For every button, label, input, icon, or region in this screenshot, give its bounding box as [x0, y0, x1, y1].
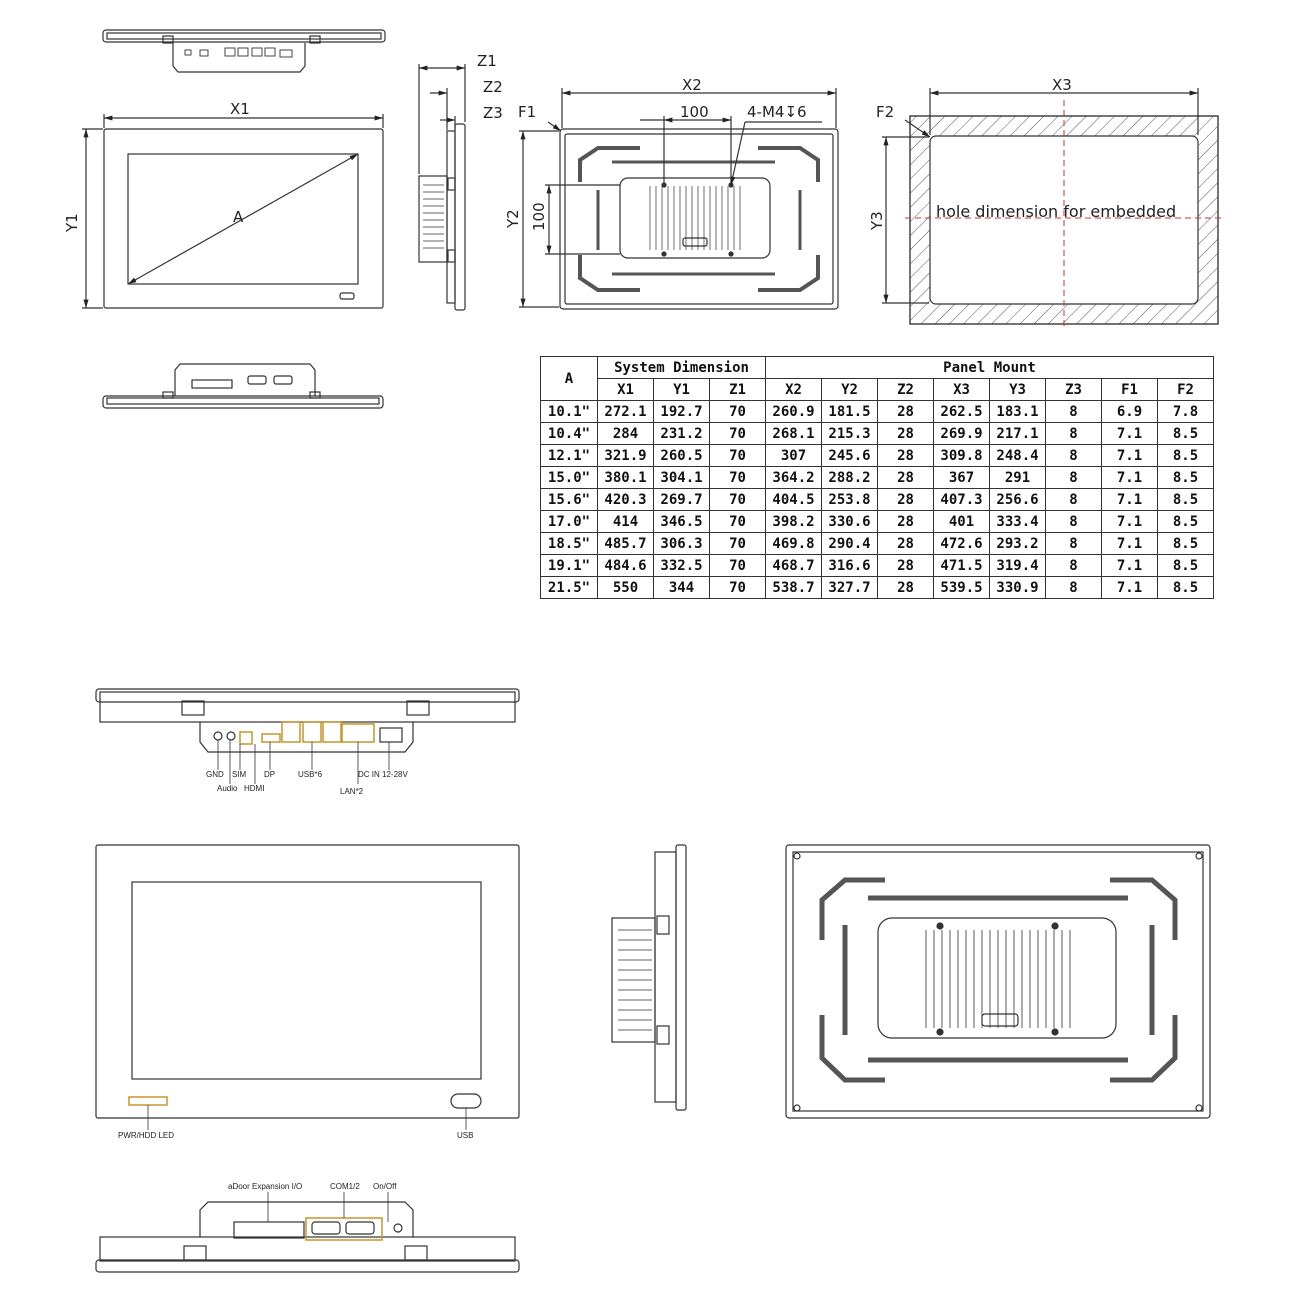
- rear-view-dimensioned: [519, 88, 838, 309]
- dimension-table: [540, 356, 1214, 599]
- table-row: [541, 467, 1214, 489]
- table-cell: 181.5: [822, 401, 878, 423]
- io-usb6: USB*6: [298, 770, 323, 779]
- dim-y1: Y1: [63, 213, 81, 232]
- io-com: COM1/2: [330, 1182, 360, 1191]
- table-cell: 8: [1046, 401, 1102, 423]
- table-cell: 333.4: [990, 511, 1046, 533]
- io-audio: Audio: [217, 784, 238, 793]
- table-cell: 28: [878, 511, 934, 533]
- table-cell: 293.2: [990, 533, 1046, 555]
- table-row: [541, 577, 1214, 599]
- table-row: [541, 423, 1214, 445]
- table-cell: 8: [1046, 511, 1102, 533]
- table-cell: 17.0": [541, 511, 598, 533]
- table-cell: 7.1: [1102, 467, 1158, 489]
- table-cell: 28: [878, 467, 934, 489]
- table-cell: 15.0": [541, 467, 598, 489]
- dim-f1: F1: [518, 103, 537, 121]
- table-cell: 380.1: [598, 467, 654, 489]
- dim-a: A: [233, 208, 244, 226]
- table-cell: 70: [710, 467, 766, 489]
- side-view-dimensioned: [419, 64, 465, 310]
- dim-x3: X3: [1052, 76, 1072, 94]
- table-cell: 7.1: [1102, 533, 1158, 555]
- table-cell: 262.5: [934, 401, 990, 423]
- table-column-header-cell: F2: [1158, 379, 1214, 401]
- table-row: [541, 489, 1214, 511]
- rear-view-large: [786, 845, 1210, 1118]
- table-cell: 291: [990, 467, 1046, 489]
- table-cell: 28: [878, 445, 934, 467]
- io-dcin: DC IN 12-28V: [358, 770, 408, 779]
- table-cell: 70: [710, 489, 766, 511]
- table-cell: 253.8: [822, 489, 878, 511]
- table-cell: 407.3: [934, 489, 990, 511]
- table-cell: 471.5: [934, 555, 990, 577]
- io-usb-front: USB: [457, 1131, 474, 1140]
- table-cell: 12.1": [541, 445, 598, 467]
- table-row: [541, 533, 1214, 555]
- table-cell: 272.1: [598, 401, 654, 423]
- table-column-header-cell: Y1: [654, 379, 710, 401]
- table-cell: 319.4: [990, 555, 1046, 577]
- table-cell: 215.3: [822, 423, 878, 445]
- table-row: [541, 401, 1214, 423]
- table-cell: 8.5: [1158, 489, 1214, 511]
- table-cell: 21.5": [541, 577, 598, 599]
- table-cell: 539.5: [934, 577, 990, 599]
- table-group-system: System Dimension: [598, 357, 766, 379]
- table-group-header: [541, 357, 1214, 379]
- table-cell: 414: [598, 511, 654, 533]
- table-cell: 10.4": [541, 423, 598, 445]
- table-cell: 550: [598, 577, 654, 599]
- io-dp: DP: [264, 770, 276, 779]
- table-cell: 70: [710, 511, 766, 533]
- table-cell: 183.1: [990, 401, 1046, 423]
- table-row: [541, 511, 1214, 533]
- table-cell: 260.5: [654, 445, 710, 467]
- bottom-view-small: [103, 364, 383, 408]
- table-cell: 8: [1046, 533, 1102, 555]
- table-cell: 8: [1046, 577, 1102, 599]
- table-cell: 28: [878, 489, 934, 511]
- table-cell: 15.6": [541, 489, 598, 511]
- hole-dimension-text: hole dimension for embedded: [936, 202, 1177, 221]
- table-row: [541, 555, 1214, 577]
- dim-hole-spacing-h: 100: [680, 103, 709, 121]
- dim-hole-spacing-v: 100: [530, 202, 548, 231]
- table-cell: 7.1: [1102, 555, 1158, 577]
- table-column-header-cell: X2: [766, 379, 822, 401]
- table-column-header-cell: Y3: [990, 379, 1046, 401]
- table-cell: 330.6: [822, 511, 878, 533]
- table-column-header-cell: F1: [1102, 379, 1158, 401]
- table-cell: 346.5: [654, 511, 710, 533]
- table-cell: 8.5: [1158, 445, 1214, 467]
- table-cell: 8: [1046, 555, 1102, 577]
- table-cell: 19.1": [541, 555, 598, 577]
- table-column-header-cell: Y2: [822, 379, 878, 401]
- table-cell: 327.7: [822, 577, 878, 599]
- table-cell: 284: [598, 423, 654, 445]
- dim-x2: X2: [682, 76, 702, 94]
- table-cell: 468.7: [766, 555, 822, 577]
- table-cell: 7.1: [1102, 423, 1158, 445]
- dim-z3: Z3: [483, 104, 503, 122]
- table-cell: 248.4: [990, 445, 1046, 467]
- table-column-header-cell: Z1: [710, 379, 766, 401]
- table-cell: 364.2: [766, 467, 822, 489]
- dim-z2: Z2: [483, 78, 503, 96]
- table-cell: 8.5: [1158, 577, 1214, 599]
- table-cell: 367: [934, 467, 990, 489]
- side-view-large: [612, 845, 686, 1110]
- table-cell: 485.7: [598, 533, 654, 555]
- table-cell: 8.5: [1158, 533, 1214, 555]
- io-lan2: LAN*2: [340, 787, 364, 796]
- table-cell: 538.7: [766, 577, 822, 599]
- table-cell: 7.8: [1158, 401, 1214, 423]
- table-cell: 269.9: [934, 423, 990, 445]
- table-cell: 28: [878, 555, 934, 577]
- table-cell: 260.9: [766, 401, 822, 423]
- table-column-header: [541, 379, 1214, 401]
- dim-y3: Y3: [868, 211, 886, 230]
- table-cell: 70: [710, 577, 766, 599]
- top-view-small: [103, 30, 385, 72]
- table-cell: 268.1: [766, 423, 822, 445]
- dim-y2: Y2: [504, 209, 522, 228]
- table-row: [541, 445, 1214, 467]
- io-onoff: On/Off: [373, 1182, 397, 1191]
- table-cell: 398.2: [766, 511, 822, 533]
- table-cell: 8.5: [1158, 511, 1214, 533]
- io-gnd: GND: [206, 770, 224, 779]
- table-cell: 70: [710, 533, 766, 555]
- dim-f2: F2: [876, 103, 895, 121]
- table-group-panel: Panel Mount: [766, 357, 1214, 379]
- table-cell: 70: [710, 423, 766, 445]
- table-cell: 231.2: [654, 423, 710, 445]
- table-cell: 256.6: [990, 489, 1046, 511]
- io-hdmi: HDMI: [244, 784, 265, 793]
- table-cell: 469.8: [766, 533, 822, 555]
- table-cell: 8.5: [1158, 555, 1214, 577]
- table-cell: 8.5: [1158, 467, 1214, 489]
- table-cell: 309.8: [934, 445, 990, 467]
- table-cell: 484.6: [598, 555, 654, 577]
- table-cell: 7.1: [1102, 489, 1158, 511]
- table-cell: 290.4: [822, 533, 878, 555]
- table-cell: 330.9: [990, 577, 1046, 599]
- dim-x1: X1: [230, 100, 250, 118]
- table-cell: 7.1: [1102, 445, 1158, 467]
- io-label-group: [118, 770, 473, 1191]
- table-cell: 28: [878, 401, 934, 423]
- table-cell: 321.9: [598, 445, 654, 467]
- table-column-header-cell: Z2: [878, 379, 934, 401]
- table-cell: 7.1: [1102, 577, 1158, 599]
- io-pwr-led: PWR/HDD LED: [118, 1131, 175, 1140]
- table-cell: 8: [1046, 467, 1102, 489]
- table-cell: 8: [1046, 489, 1102, 511]
- table-column-header-cell: Z3: [1046, 379, 1102, 401]
- table-header-a: A: [541, 357, 598, 401]
- table-column-header-cell: X3: [934, 379, 990, 401]
- table-cell: 28: [878, 533, 934, 555]
- table-cell: 472.6: [934, 533, 990, 555]
- table-cell: 307: [766, 445, 822, 467]
- table-cell: 401: [934, 511, 990, 533]
- table-cell: 8: [1046, 445, 1102, 467]
- table-cell: 6.9: [1102, 401, 1158, 423]
- table-cell: 344: [654, 577, 710, 599]
- table-cell: 70: [710, 401, 766, 423]
- front-view-large: [96, 845, 519, 1130]
- table-cell: 8: [1046, 423, 1102, 445]
- table-cell: 28: [878, 577, 934, 599]
- table-cell: 28: [878, 423, 934, 445]
- table-cell: 245.6: [822, 445, 878, 467]
- table-cell: 8.5: [1158, 423, 1214, 445]
- table-cell: 18.5": [541, 533, 598, 555]
- table-cell: 192.7: [654, 401, 710, 423]
- io-expansion: aDoor Expansion I/O: [228, 1182, 303, 1191]
- table-cell: 304.1: [654, 467, 710, 489]
- dim-screw-spec: 4-M4↧6: [747, 103, 807, 121]
- table-cell: 316.6: [822, 555, 878, 577]
- bottom-view-io: [96, 1192, 519, 1272]
- table-cell: 217.1: [990, 423, 1046, 445]
- table-cell: 7.1: [1102, 511, 1158, 533]
- table-cell: 404.5: [766, 489, 822, 511]
- table-cell: 420.3: [598, 489, 654, 511]
- table-cell: 70: [710, 445, 766, 467]
- table-cell: 10.1": [541, 401, 598, 423]
- table-cell: 306.3: [654, 533, 710, 555]
- table-column-header-cell: X1: [598, 379, 654, 401]
- dim-z1: Z1: [477, 52, 497, 70]
- table-cell: 70: [710, 555, 766, 577]
- table-cell: 288.2: [822, 467, 878, 489]
- table-cell: 269.7: [654, 489, 710, 511]
- io-sim: SIM: [232, 770, 247, 779]
- table-cell: 332.5: [654, 555, 710, 577]
